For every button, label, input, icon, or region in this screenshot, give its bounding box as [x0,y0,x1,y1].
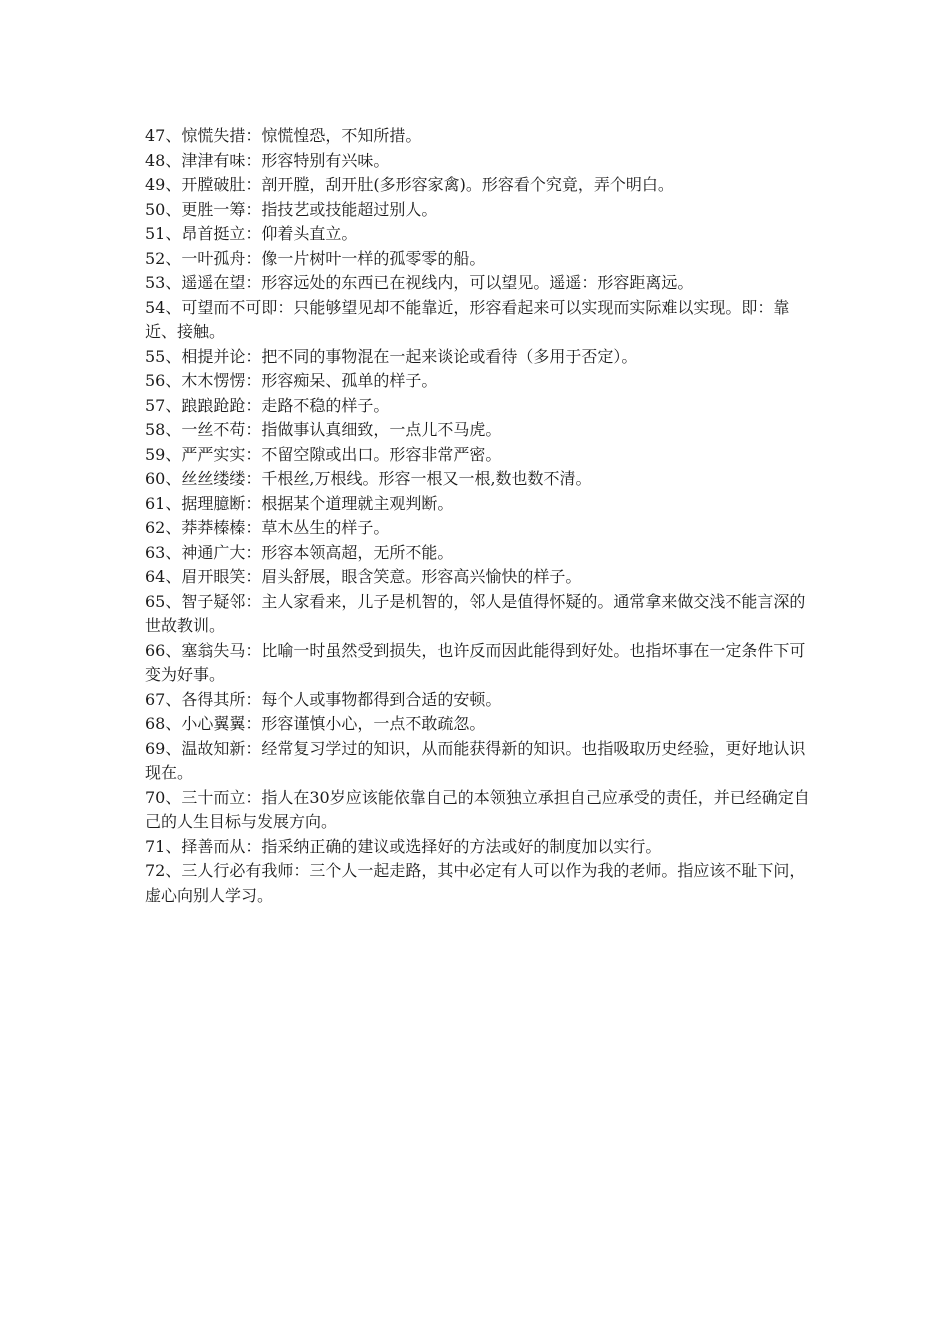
list-item: 72、三人行必有我师：三个人一起走路，其中必定有人可以作为我的老师。指应该不耻下问，虚心向别人学习。 [145,861,806,905]
list-item: 62、莽莽榛榛：草木丛生的样子。 [145,518,390,537]
list-item: 47、惊慌失措：惊慌惶恐，不知所措。 [145,126,422,145]
list-item: 70、三十而立：指人在30岁应该能依靠自己的本领独立承担自己应承受的责任，并已经确定自己的人生目标与发展方向。 [145,787,810,831]
list-item: 68、小心翼翼：形容谨慎小心，一点不敢疏忽。 [145,714,486,733]
list-item: 65、智子疑邻：主人家看来，儿子是机智的，邻人是值得怀疑的。通常拿来做交浅不能言深的世故教训。 [145,591,806,635]
idiom-list [145,124,813,908]
list-item: 51、昂首挺立：仰着头直立。 [145,224,358,243]
list-item: 66、塞翁失马：比喻一时虽然受到损失，也许反而因此能得到好处。也指坏事在一定条件下可变为好事。 [145,640,806,684]
list-item: 49、开膛破肚：剖开膛，刮开肚(多形容家禽)。形容看个究竟，弄个明白。 [145,175,674,194]
list-item: 48、津津有味：形容特别有兴味。 [145,150,390,170]
list-item: 63、神通广大：形容本领高超，无所不能。 [145,542,454,562]
list-item: 54、可望而不可即：只能够望见却不能靠近，形容看起来可以实现而实际难以实现。即：靠近、接触。 [145,297,790,341]
list-item: 53、遥遥在望：形容远处的东西已在视线内，可以望见。遥遥：形容距离远。 [145,273,694,292]
list-item: 60、丝丝缕缕：千根丝,万根线。形容一根又一根,数也数不清。 [145,469,592,488]
list-item: 58、一丝不苟：指做事认真细致，一点儿不马虎。 [145,420,502,439]
list-item: 61、据理臆断：根据某个道理就主观判断。 [145,493,454,513]
list-item: 52、一叶孤舟：像一片树叶一样的孤零零的船。 [145,248,486,268]
list-item: 57、踉踉跄跄：走路不稳的样子。 [145,395,390,415]
list-item: 69、温故知新：经常复习学过的知识，从而能获得新的知识。也指吸取历史经验，更好地认识现在。 [145,738,806,782]
list-item: 59、严严实实：不留空隙或出口。形容非常严密。 [145,444,502,464]
list-item: 56、木木愣愣：形容痴呆、孤单的样子。 [145,371,438,390]
list-item: 67、各得其所：每个人或事物都得到合适的安顿。 [145,689,502,709]
list-item: 55、相提并论：把不同的事物混在一起来谈论或看待（多用于否定）。 [145,346,638,366]
list-item: 71、择善而从：指采纳正确的建议或选择好的方法或好的制度加以实行。 [145,836,662,856]
list-item: 50、更胜一筹：指技艺或技能超过别人。 [145,199,438,219]
list-item: 64、眉开眼笑：眉头舒展，眼含笑意。形容高兴愉快的样子。 [145,567,582,586]
